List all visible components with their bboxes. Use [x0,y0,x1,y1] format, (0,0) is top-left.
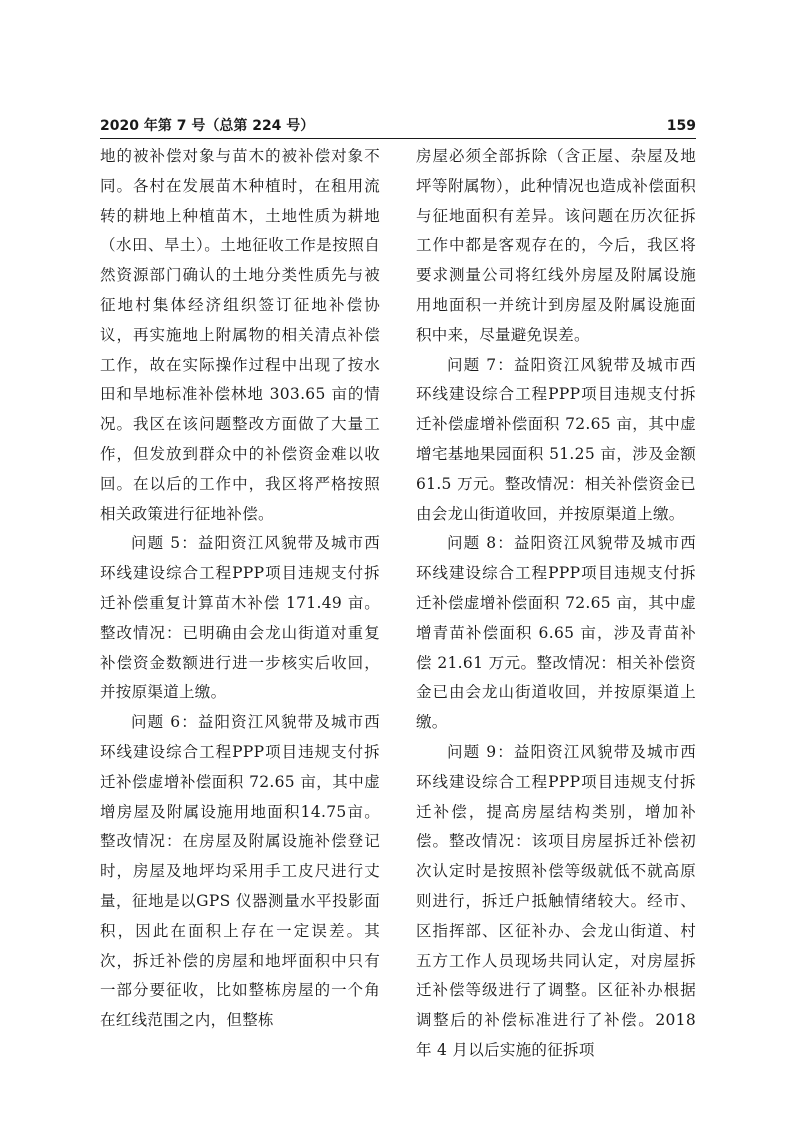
page-number: 159 [666,118,696,134]
paragraph-issue-5: 问题 5：益阳资江风貌带及城市西环线建设综合工程PPP项目违规支付拆迁补偿重复计算苗木补偿 171.49 亩。整改情况：已明确由会龙山街道对重复补偿资金数额进行进一步核实后收回，并按原渠道上缴。 [100,534,380,702]
page-header [100,117,696,137]
right-column [416,142,696,1066]
header-rule [100,138,696,139]
paragraph-continuation: 地的被补偿对象与苗木的被补偿对象不同。各村在发展苗木种植时，在租用流转的耕地上种植苗木，土地性质为耕地（水田、旱土）。土地征收工作是按照自然资源部门确认的土地分类性质先与被征地村集体经济组织签订征地补偿协议，再实施地上附属物的相关清点补偿工作，故在实际操作过程中出现了按水田和旱地标准补偿林地 303.65 亩的情况。我区在该问题整改方面做了大量工作，但发放到群众中的补偿资金难以收回。在以后的工作中，我区将严格按照相关政策进行征地补偿。 [100,147,380,523]
paragraph-issue-7: 问题 7：益阳资江风貌带及城市西环线建设综合工程PPP项目违规支付拆迁补偿虚增补偿面积 72.65 亩，其中虚增宅基地果园面积 51.25 亩，涉及金额 61.5 万元。整改情况：相关补偿资金已由会龙山街道收回，并按原渠道上缴。 [416,355,696,523]
paragraph-issue-8: 问题 8：益阳资江风貌带及城市西环线建设综合工程PPP项目违规支付拆迁补偿虚增补偿面积 72.65 亩，其中虚增青苗补偿面积 6.65 亩，涉及青苗补偿 21.61 万元。整改情况：相关补偿资金已由会龙山街道收回，并按原渠道上缴。 [416,534,696,732]
issue-label: 2020 年第 7 号（总第 224 号） [100,118,315,134]
paragraph-issue-6: 问题 6：益阳资江风貌带及城市西环线建设综合工程PPP项目违规支付拆迁补偿虚增补偿面积 72.65 亩，其中虚增房屋及附属设施用地面积14.75亩。整改情况：在房屋及附属设施补偿登记时，房屋及地坪均采用手工皮尺进行丈量，征地是以GPS 仪器测量水平投影面积，因此在面积上存在一定误差。其次，拆迁补偿的房屋和地坪面积中只有一部分要征收，比如整栋房屋的一个角在红线范围之内，但整栋 [100,713,380,1030]
left-column [100,142,380,1036]
paragraph-issue-6-continued: 房屋必须全部拆除（含正屋、杂屋及地坪等附属物），此种情况也造成补偿面积与征地面积有差异。该问题在历次征拆工作中都是客观存在的，今后，我区将要求测量公司将红线外房屋及附属设施用地面积一并统计到房屋及附属设施面积中来，尽量避免误差。 [416,147,696,344]
paragraph-issue-9: 问题 9：益阳资江风貌带及城市西环线建设综合工程PPP项目违规支付拆迁补偿，提高房屋结构类别，增加补偿。整改情况：该项目房屋拆迁补偿初次认定时是按照补偿等级就低不就高原则进行，拆迁户抵触情绪较大。经市、区指挥部、区征补办、会龙山街道、村五方工作人员现场共同认定，对房屋拆迁补偿等级进行了调整。区征补办根据调整后的补偿标准进行了补偿。2018 年 4 月以后实施的征拆项 [416,742,696,1059]
